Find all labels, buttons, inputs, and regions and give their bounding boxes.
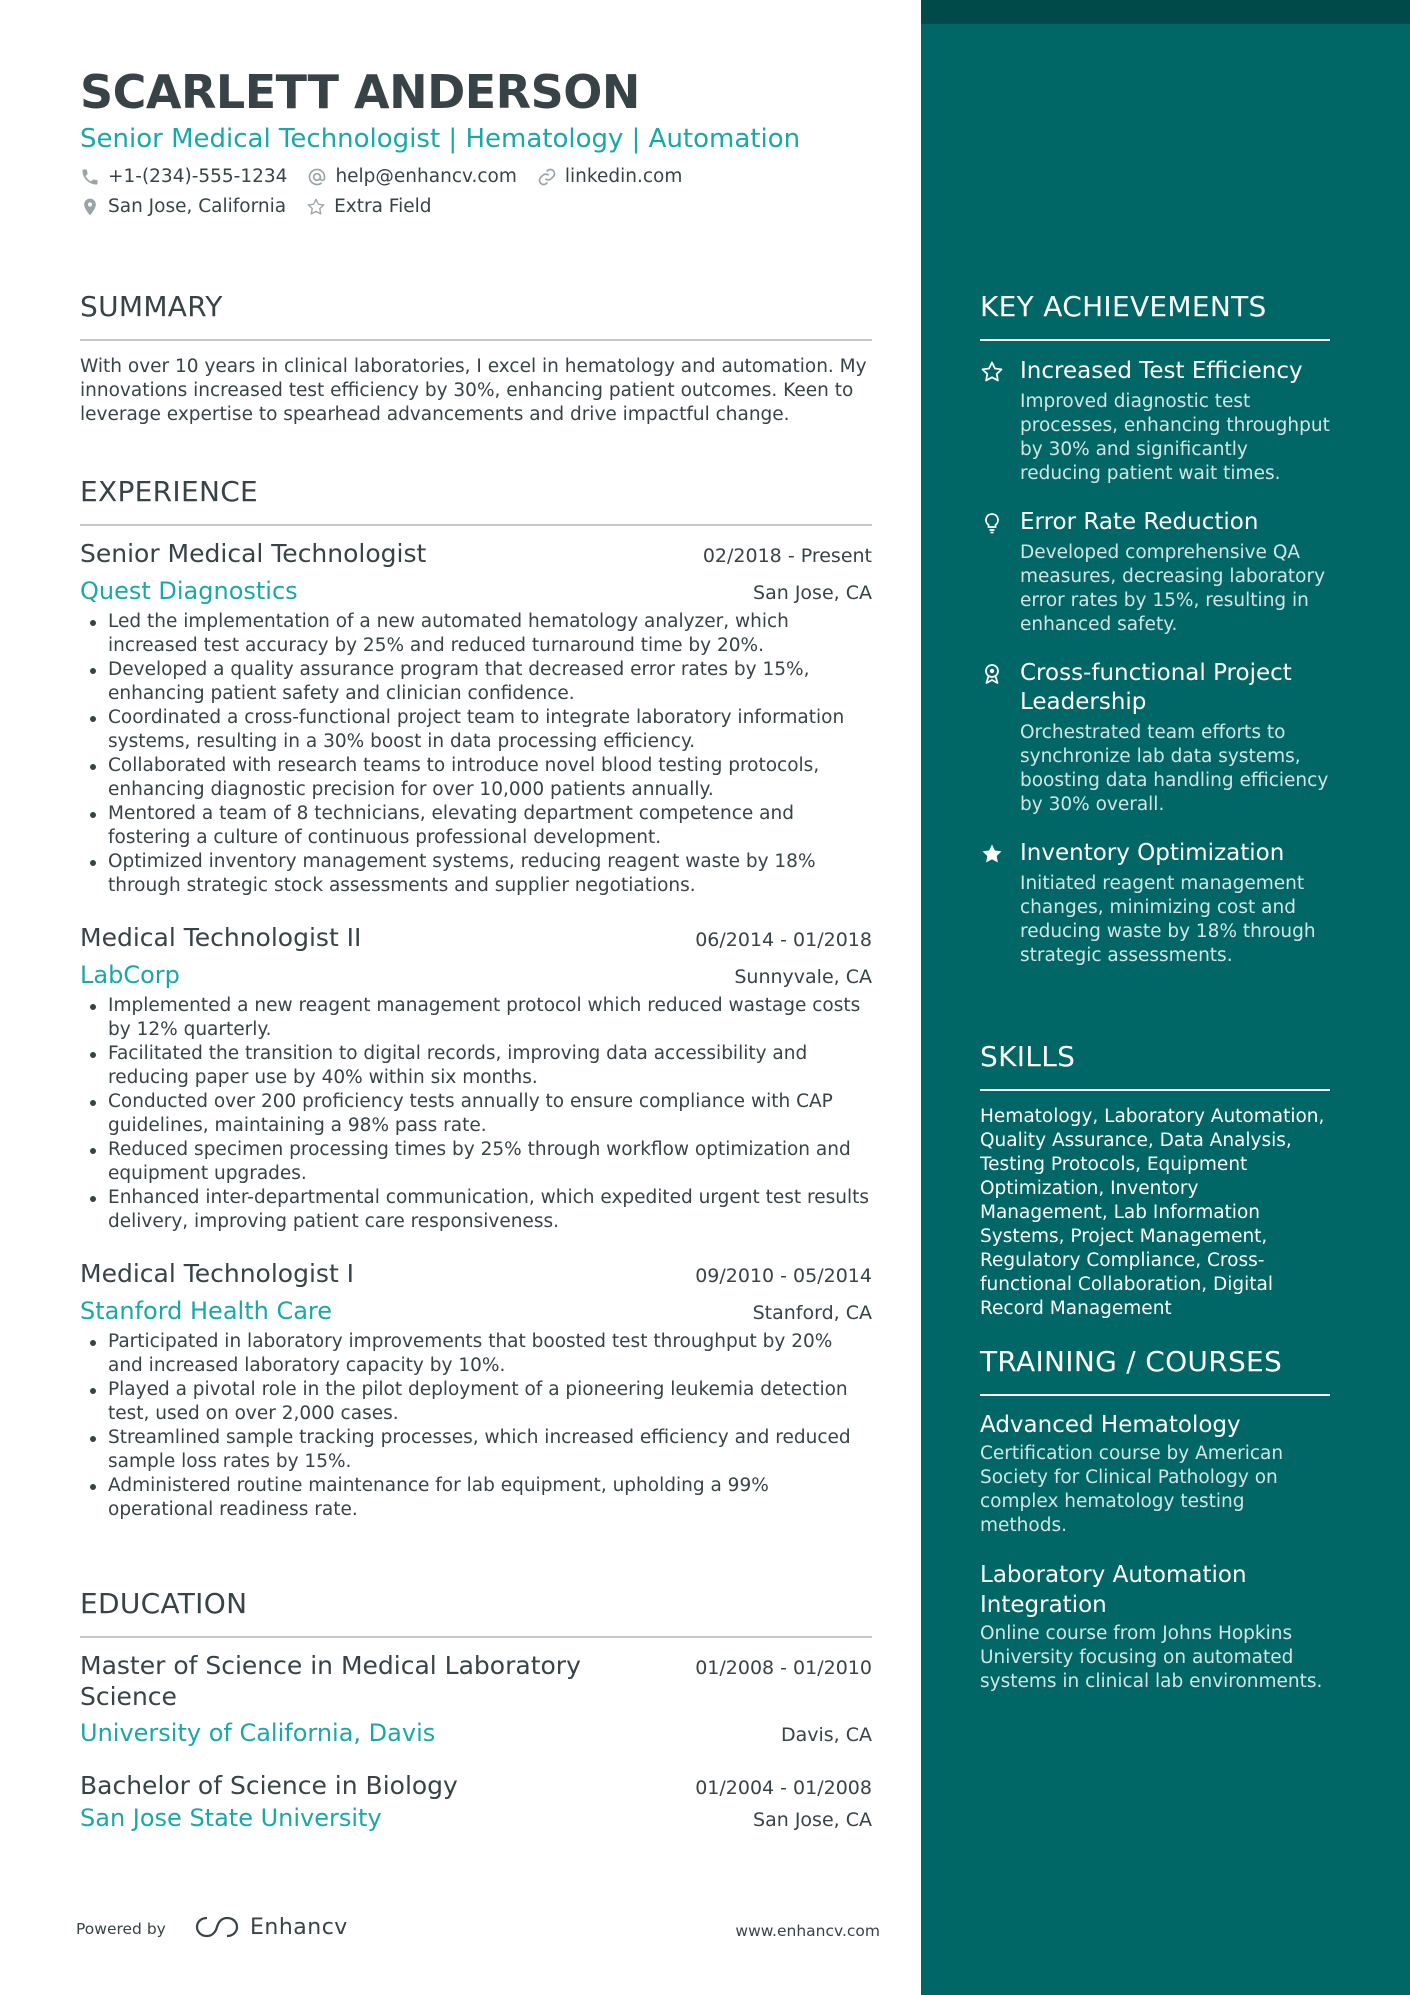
job-entry [80, 1258, 872, 1522]
summary-heading: SUMMARY [80, 289, 872, 341]
link-icon [537, 167, 557, 187]
achievement-desc: Developed comprehensive QA measures, decreasing laboratory error rates by 15%, resulting in enhanced safety. [1020, 542, 1326, 635]
school-name: San Jose State University [80, 1804, 382, 1832]
enhancv-brand: Enhancv [250, 1914, 348, 1940]
skills-heading: SKILLS [980, 1039, 1330, 1091]
summary-text: With over 10 years in clinical laboratories, I excel in hematology and automation. My innovations increased test efficiency by 30%, enhancing patient outcomes. Keen to leverage expertise to spearhead advancements and drive impactful change. [80, 356, 867, 425]
location-text: San Jose, California [108, 196, 287, 217]
school-location: San Jose, CA [753, 1809, 872, 1831]
star-outline-icon [980, 360, 1004, 384]
bullet-item: Implemented a new reagent management protocol which reduced wastage costs by 12% quarterly. [80, 994, 872, 1042]
achievement-item [980, 839, 1330, 968]
company-name: LabCorp [80, 961, 180, 989]
bullet-item: Enhanced inter-departmental communication, which expedited urgent test results delivery, improving patient care responsiveness. [80, 1186, 872, 1234]
achievement-title: Increased Test Efficiency [1020, 358, 1303, 384]
job-title: Medical Technologist II [80, 923, 362, 952]
achievement-title: Error Rate Reduction [1020, 509, 1259, 535]
job-entry [80, 538, 872, 898]
powered-by-text: Powered by [76, 1920, 166, 1938]
education-date: 01/2008 - 01/2010 [695, 1657, 872, 1679]
bullet-item: Participated in laboratory improvements that boosted test throughput by 20% and increased laboratory capacity by 10%. [80, 1330, 872, 1378]
footer [76, 1914, 880, 1944]
job-bullets [80, 1330, 872, 1522]
job-title: Medical Technologist I [80, 1259, 355, 1288]
lightbulb-icon [980, 511, 1004, 535]
bullet-item: Administered routine maintenance for lab equipment, upholding a 99% operational readiness rate. [80, 1474, 872, 1522]
experience-section [80, 474, 872, 1522]
degree-title: Bachelor of Science in Biology [80, 1771, 458, 1800]
job-bullets [80, 610, 872, 898]
course-title: Laboratory Automation Integration [980, 1562, 1247, 1618]
enhancv-logo-icon [194, 1914, 240, 1940]
school-location: Davis, CA [780, 1724, 872, 1746]
candidate-name: SCARLETT ANDERSON [80, 65, 640, 119]
bullet-item: Mentored a team of 8 technicians, elevating department competence and fostering a culture of continuous professional development. [80, 802, 872, 850]
bullet-item: Streamlined sample tracking processes, which increased efficiency and reduced sample loss rates by 15%. [80, 1426, 872, 1474]
contact-row-1 [80, 166, 872, 188]
training-heading: TRAINING / COURSES [980, 1344, 1330, 1396]
sidebar-top-strip [921, 0, 1410, 24]
bullet-item: Facilitated the transition to digital records, improving data accessibility and reducing paper use by 40% within six months. [80, 1042, 872, 1090]
at-icon [307, 167, 327, 187]
bullet-item: Reduced specimen processing times by 25% through workflow optimization and equipment upgrades. [80, 1138, 872, 1186]
contact-email[interactable] [307, 166, 516, 188]
achievement-item [980, 659, 1330, 817]
achievements-section [980, 289, 1330, 968]
phone-text: +1-(234)-555-1234 [108, 166, 288, 187]
course-desc: Online course from Johns Hopkins University focusing on automated systems in clinical lab environments. [980, 1623, 1323, 1692]
bullet-item: Collaborated with research teams to introduce novel blood testing protocols, enhancing diagnostic precision for over 10,000 patients annually. [80, 754, 872, 802]
education-date: 01/2004 - 01/2008 [695, 1777, 872, 1799]
achievements-heading: KEY ACHIEVEMENTS [980, 289, 1330, 341]
company-name: Quest Diagnostics [80, 577, 298, 605]
job-location: Stanford, CA [752, 1302, 872, 1324]
email-text: help@enhancv.com [335, 166, 517, 187]
star-filled-icon [980, 842, 1004, 866]
bullet-item: Played a pivotal role in the pilot deployment of a pioneering leukemia detection test, used on over 2,000 cases. [80, 1378, 872, 1426]
bullet-item: Optimized inventory management systems, reducing reagent waste by 18% through strategic stock assessments and supplier negotiations. [80, 850, 872, 898]
job-date: 02/2018 - Present [702, 545, 872, 567]
bullet-item: Conducted over 200 proficiency tests annually to ensure compliance with CAP guidelines, maintaining a 98% pass rate. [80, 1090, 872, 1138]
award-icon [980, 662, 1004, 686]
company-name: Stanford Health Care [80, 1297, 333, 1325]
star-outline-icon [306, 197, 326, 217]
job-title: Senior Medical Technologist [80, 539, 427, 568]
training-section [980, 1344, 1330, 1694]
education-section [80, 1586, 872, 1833]
school-name: University of California, Davis [80, 1719, 436, 1747]
degree-title: Master of Science in Medical Laboratory Science [80, 1651, 581, 1711]
education-entry [80, 1650, 872, 1748]
job-bullets [80, 994, 872, 1234]
bullet-item: Coordinated a cross-functional project team to integrate laboratory information systems, resulting in a 30% boost in data processing efficiency. [80, 706, 872, 754]
education-entry [80, 1770, 872, 1833]
contact-phone[interactable] [80, 166, 287, 188]
candidate-tagline: Senior Medical Technologist | Hematology | Automation [80, 124, 801, 154]
location-pin-icon [80, 197, 100, 217]
experience-heading: EXPERIENCE [80, 474, 872, 526]
course-item [980, 1410, 1330, 1538]
education-heading: EDUCATION [80, 1586, 872, 1638]
link-text: linkedin.com [564, 166, 683, 187]
job-location: San Jose, CA [753, 582, 872, 604]
course-desc: Certification course by American Society for Clinical Pathology on complex hematology testing methods. [980, 1443, 1284, 1536]
contact-extra [306, 196, 431, 218]
achievement-title: Inventory Optimization [1020, 840, 1285, 866]
job-entry [80, 922, 872, 1234]
bullet-item: Led the implementation of a new automated hematology analyzer, which increased test accuracy by 25% and reduced turnaround time by 20%. [80, 610, 872, 658]
bullet-item: Developed a quality assurance program that decreased error rates by 15%, enhancing patient safety and clinician confidence. [80, 658, 872, 706]
job-date: 09/2010 - 05/2014 [695, 1265, 872, 1287]
course-item [980, 1560, 1330, 1694]
skills-section [980, 1039, 1330, 1321]
phone-icon [80, 167, 100, 187]
achievement-item [980, 357, 1330, 486]
site-link[interactable]: www.enhancv.com [735, 1922, 880, 1940]
achievement-desc: Orchestrated team efforts to synchronize lab data systems, boosting data handling efficiency by 30% overall. [1020, 722, 1329, 815]
contact-location [80, 196, 286, 218]
job-location: Sunnyvale, CA [734, 966, 872, 988]
achievement-desc: Initiated reagent management changes, minimizing cost and reducing waste by 18% through strategic assessments. [1020, 873, 1316, 966]
contact-link[interactable] [537, 166, 682, 188]
extra-text: Extra Field [334, 196, 432, 217]
enhancv-logo[interactable] [194, 1914, 348, 1940]
achievement-title: Cross-functional Project Leadership [1020, 660, 1292, 715]
skills-list: Hematology, Laboratory Automation, Quality Assurance, Data Analysis, Testing Protocols, Equipment Optimization, Inventory Management, Lab Information Systems, Project Management, Regulatory Compliance, Cross-functional Collaboration, Digital Record Management [980, 1106, 1325, 1319]
summary-section [80, 289, 872, 427]
achievement-desc: Improved diagnostic test processes, enhancing throughput by 30% and significantly reducing patient wait times. [1020, 391, 1330, 484]
course-title: Advanced Hematology [980, 1412, 1241, 1438]
resume-header [80, 64, 872, 218]
job-date: 06/2014 - 01/2018 [695, 929, 872, 951]
achievement-item [980, 508, 1330, 637]
contact-row-2 [80, 196, 872, 218]
